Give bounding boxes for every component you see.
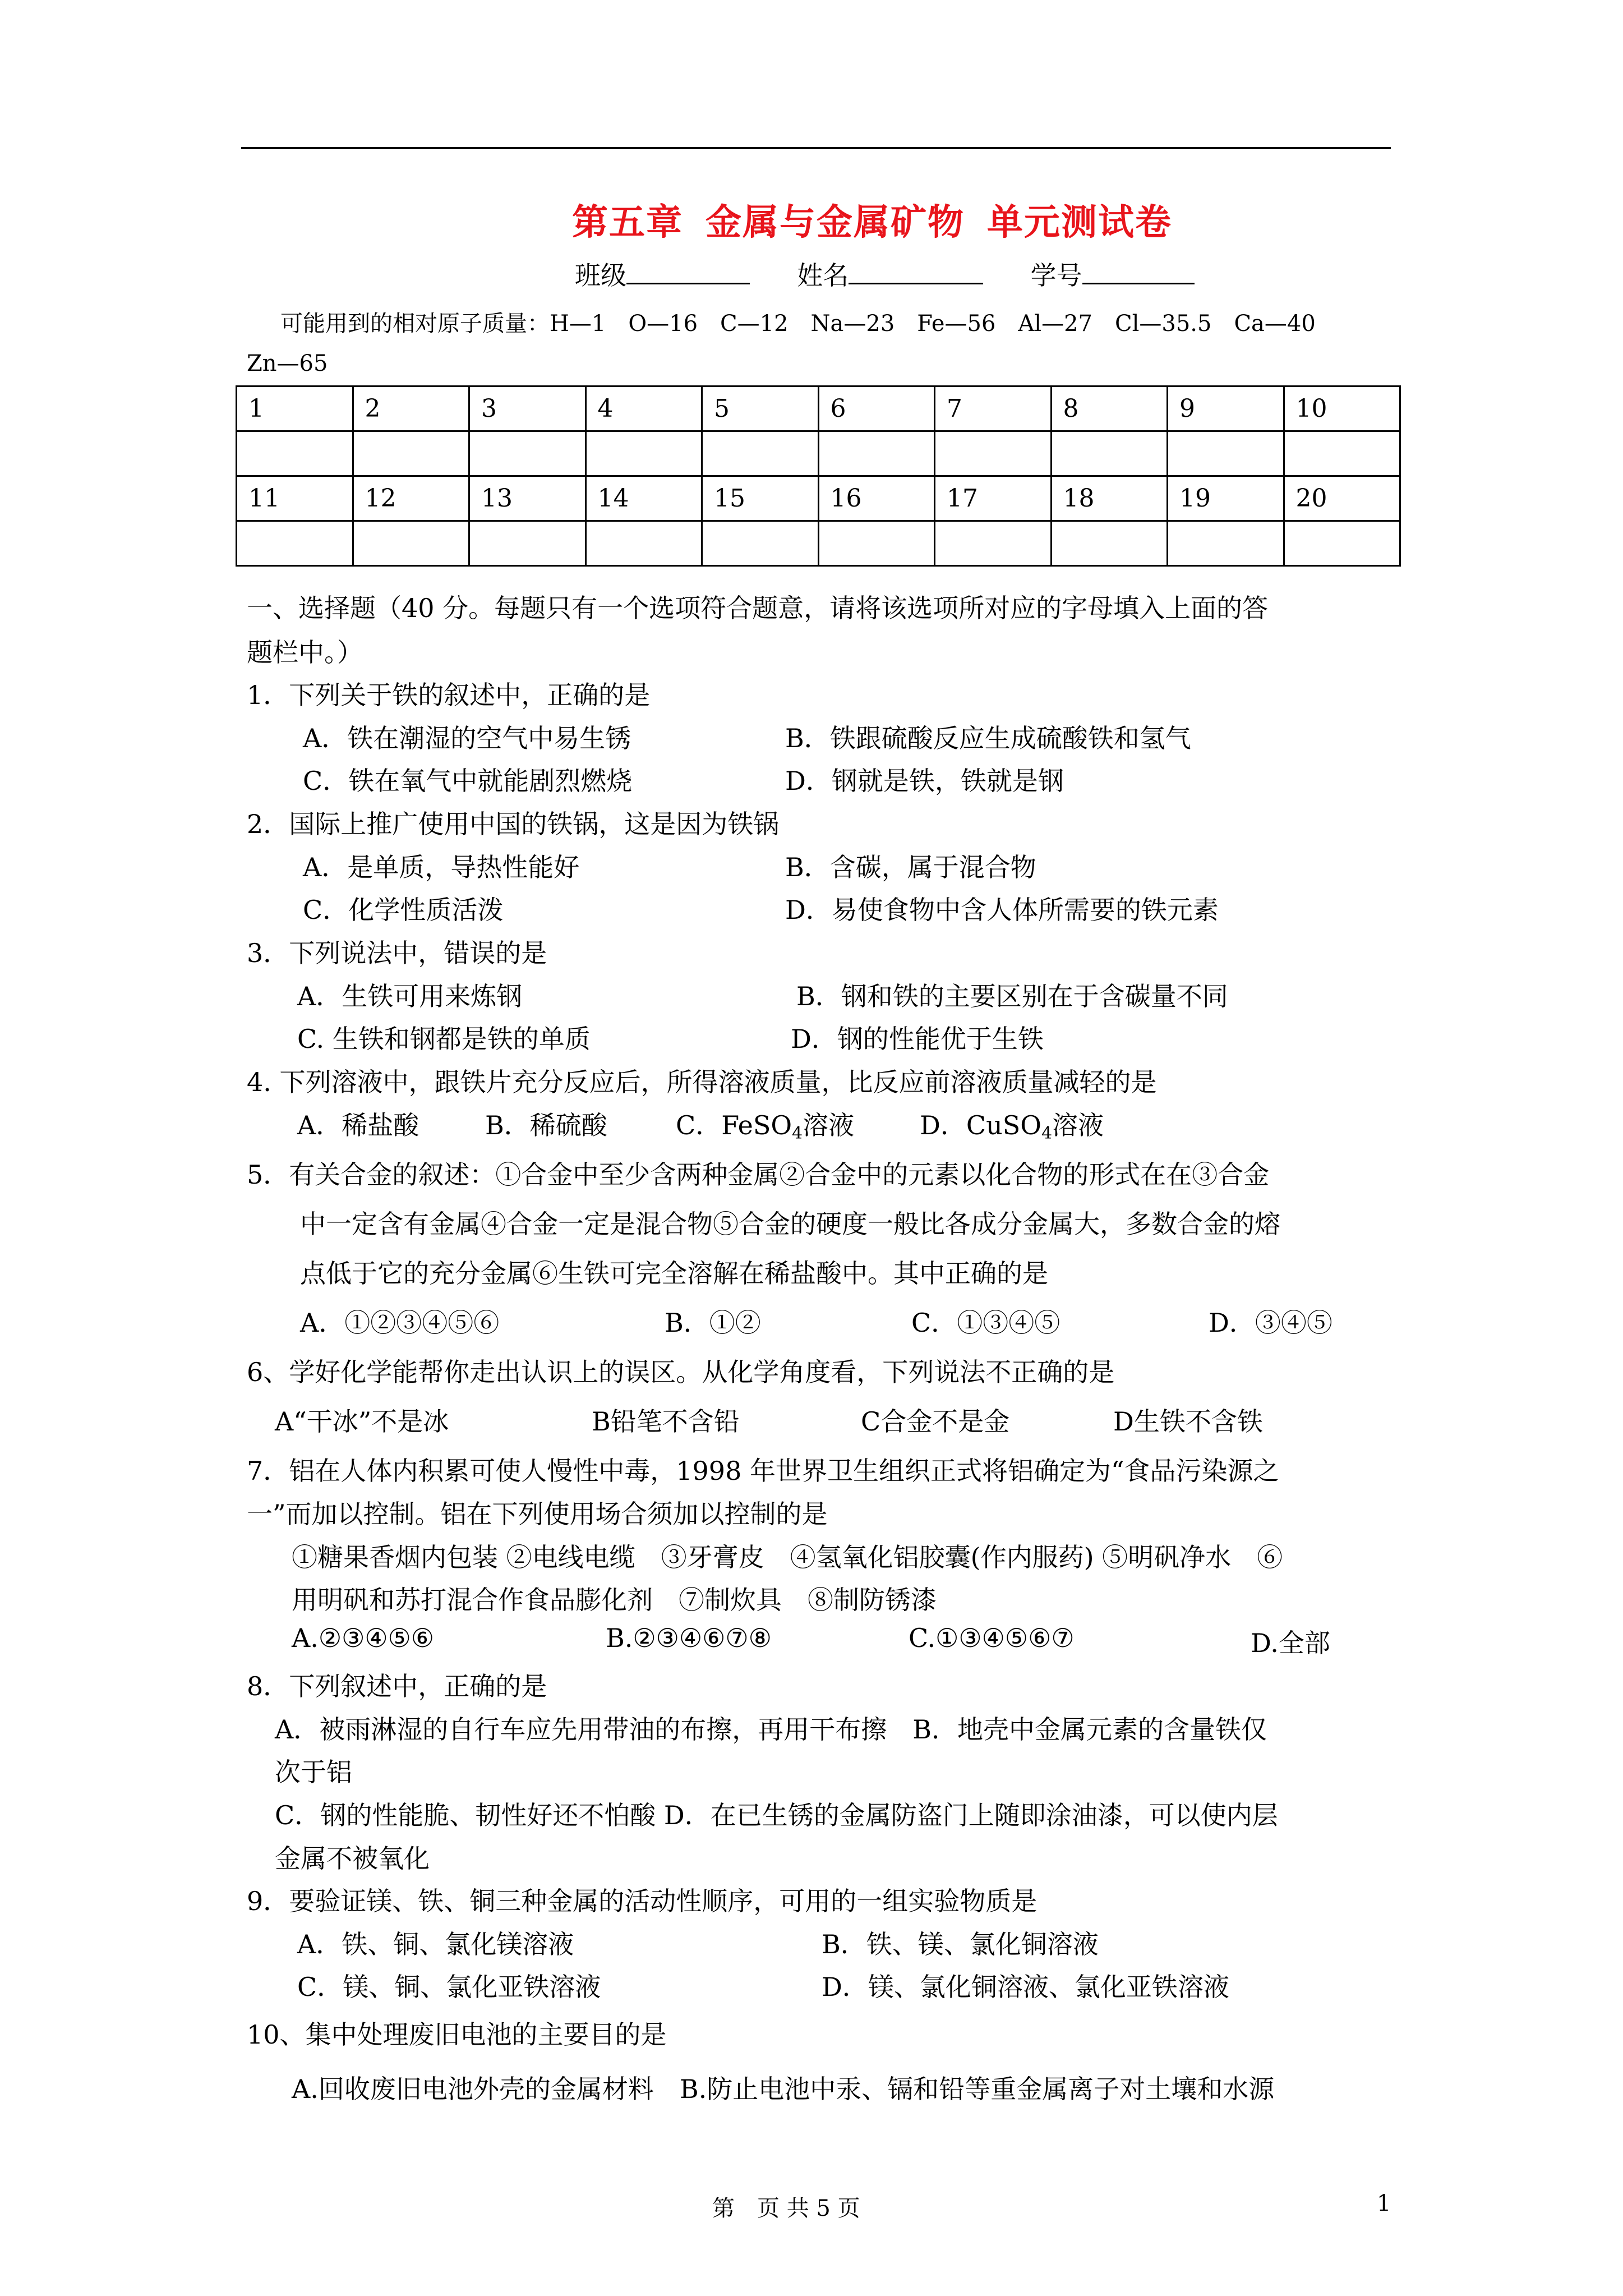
option-b[interactable]: B．铁跟硫酸反应生成硫酸铁和氢气 xyxy=(785,723,1191,753)
option-d[interactable]: D．钢的性能优于生铁 xyxy=(791,1024,1044,1054)
title-chapter: 第五章 xyxy=(572,202,683,243)
answer-cell[interactable] xyxy=(237,431,353,476)
class-label: 班级 xyxy=(575,260,626,291)
page-number: 1 xyxy=(1377,2191,1391,2216)
answer-blank-row xyxy=(237,521,1400,566)
answer-cell[interactable] xyxy=(702,521,819,566)
question-stem: 7．铝在人体内积累可使人慢性中毒，1998 年世界卫生组织正式将铝确定为“食品污染源之 xyxy=(247,1456,1279,1486)
question-stem-cont: 中一定含有金属④合金一定是混合物⑤合金的硬度一般比各成分金属大，多数合金的熔 xyxy=(300,1209,1280,1239)
question-stem-cont: ①糖果香烟内包装 ②电线电缆 ③牙膏皮 ④氢氧化铝胶囊(作内服药) ⑤明矾净水 ⑥ xyxy=(292,1542,1283,1572)
question-stem: 3．下列说法中，错误的是 xyxy=(247,938,547,968)
answer-number-row xyxy=(237,476,1400,521)
answer-cell[interactable] xyxy=(353,521,469,566)
option-c[interactable]: C.①③④⑤⑥⑦ xyxy=(909,1623,1075,1653)
title-topic: 金属与金属矿物 xyxy=(706,202,965,243)
answer-number: 11 xyxy=(237,476,353,521)
option-c[interactable]: C．化学性质活泼 xyxy=(303,895,504,925)
answer-cell[interactable] xyxy=(585,431,702,476)
question-stem-cont: 点低于它的充分金属⑥生铁可完全溶解在稀盐酸中。其中正确的是 xyxy=(300,1258,1048,1289)
answer-cell[interactable] xyxy=(935,521,1052,566)
option-d[interactable]: D．易使食物中含人体所需要的铁元素 xyxy=(785,895,1219,925)
name-label: 姓名 xyxy=(797,260,849,291)
option-a[interactable]: A．稀盐酸 xyxy=(297,1110,419,1140)
id-blank[interactable] xyxy=(1082,261,1195,284)
answer-number: 6 xyxy=(818,386,935,431)
option-cd-line[interactable]: C．钢的性能脆、韧性好还不怕酸 D．在已生锈的金属防盗门上随即涂油漆，可以使内层 xyxy=(275,1800,1278,1830)
option-a[interactable]: A．铁在潮湿的空气中易生锈 xyxy=(303,723,631,753)
option-b[interactable]: B.②③④⑥⑦⑧ xyxy=(606,1623,772,1653)
answer-number: 5 xyxy=(702,386,819,431)
section-instructions-cont: 题栏中。） xyxy=(247,637,363,668)
answer-number: 8 xyxy=(1051,386,1168,431)
page-counter: 第 页 共 5 页 xyxy=(712,2196,860,2221)
class-blank[interactable] xyxy=(626,261,750,284)
answer-number: 4 xyxy=(585,386,702,431)
question-stem: 5．有关合金的叙述：①合金中至少含两种金属②合金中的元素以化合物的形式在在③合金 xyxy=(247,1159,1270,1190)
page-title xyxy=(572,194,1195,245)
option-b[interactable]: B．含碳，属于混合物 xyxy=(785,852,1036,882)
question-stem: 1．下列关于铁的叙述中，正确的是 xyxy=(247,680,651,710)
option-a[interactable]: A．生铁可用来炼钢 xyxy=(297,981,523,1011)
option-d[interactable]: D．CuSO$_4$溶液 xyxy=(920,1110,1104,1143)
answer-number: 10 xyxy=(1284,386,1400,431)
header-rule xyxy=(241,147,1391,149)
option-b[interactable]: B．钢和铁的主要区别在于含碳量不同 xyxy=(796,981,1228,1011)
answer-cell[interactable] xyxy=(585,521,702,566)
answer-number: 12 xyxy=(353,476,469,521)
option-a[interactable]: A．铁、铜、氯化镁溶液 xyxy=(297,1929,574,1959)
option-c[interactable]: C．铁在氧气中就能剧烈燃烧 xyxy=(303,766,633,796)
title-kind: 单元测试卷 xyxy=(987,202,1172,243)
answer-cell[interactable] xyxy=(1051,431,1168,476)
answer-cell[interactable] xyxy=(702,431,819,476)
question-stem: 9．要验证镁、铁、铜三种金属的活动性顺序，可用的一组实验物质是 xyxy=(247,1886,1038,1916)
question-stem: 4. 下列溶液中，跟铁片充分反应后，所得溶液质量，比反应前溶液质量减轻的是 xyxy=(247,1067,1157,1097)
answer-number: 19 xyxy=(1168,476,1284,521)
option-ab-line[interactable]: A．被雨淋湿的自行车应先用带油的布擦，再用干布擦 B．地壳中金属元素的含量铁仅 xyxy=(275,1714,1267,1745)
answer-cell[interactable] xyxy=(469,521,586,566)
answer-cell[interactable] xyxy=(1168,521,1284,566)
answer-cell[interactable] xyxy=(353,431,469,476)
option-b[interactable]: B．铁、镁、氯化铜溶液 xyxy=(822,1929,1099,1959)
answer-cell[interactable] xyxy=(469,431,586,476)
answer-cell[interactable] xyxy=(1168,431,1284,476)
option-b[interactable]: B．稀硫酸 xyxy=(485,1110,607,1140)
answer-cell[interactable] xyxy=(818,431,935,476)
atomic-masses-cont: Zn—65 xyxy=(247,351,328,376)
option-d[interactable]: D.全部 xyxy=(1251,1628,1330,1658)
option-a[interactable]: A．是单质，导热性能好 xyxy=(303,852,580,882)
option-b[interactable]: B．①② xyxy=(665,1308,761,1338)
question-stem-cont: 一”而加以控制。铝在下列使用场合须加以控制的是 xyxy=(247,1499,828,1529)
answer-number: 3 xyxy=(469,386,586,431)
option-a[interactable]: A.②③④⑤⑥ xyxy=(292,1623,435,1653)
question-stem: 2．国际上推广使用中国的铁锅，这是因为铁锅 xyxy=(247,809,780,839)
answer-number-row xyxy=(237,386,1400,431)
option-ab-line[interactable]: A.回收废旧电池外壳的金属材料 B.防止电池中汞、镉和铅等重金属离子对土壤和水源 xyxy=(292,2074,1275,2104)
answer-table xyxy=(236,385,1401,567)
option-a[interactable]: A．①②③④⑤⑥ xyxy=(300,1308,500,1338)
option-c[interactable]: C. 生铁和钢都是铁的单质 xyxy=(297,1024,591,1054)
option-cd-line-cont: 金属不被氧化 xyxy=(275,1843,430,1874)
answer-number: 16 xyxy=(818,476,935,521)
question-stem: 8．下列叙述中，正确的是 xyxy=(247,1671,547,1701)
question-stem: 6、学好化学能帮你走出认识上的误区。从化学角度看，下列说法不正确的是 xyxy=(247,1357,1115,1387)
name-blank[interactable] xyxy=(849,261,983,284)
option-b[interactable]: B铅笔不含铅 xyxy=(592,1406,740,1437)
answer-number: 14 xyxy=(585,476,702,521)
question-stem: 10、集中处理废旧电池的主要目的是 xyxy=(247,2019,667,2050)
option-a[interactable]: A“干冰”不是冰 xyxy=(275,1406,449,1437)
answer-cell[interactable] xyxy=(1051,521,1168,566)
answer-number: 7 xyxy=(935,386,1052,431)
id-label: 学号 xyxy=(1030,260,1082,291)
answer-number: 13 xyxy=(469,476,586,521)
answer-number: 18 xyxy=(1051,476,1168,521)
answer-cell[interactable] xyxy=(818,521,935,566)
option-c[interactable]: C．FeSO$_4$溶液 xyxy=(676,1110,855,1143)
option-d[interactable]: D．钢就是铁，铁就是钢 xyxy=(785,766,1064,796)
answer-number: 17 xyxy=(935,476,1052,521)
question-stem-cont: 用明矾和苏打混合作食品膨化剂 ⑦制炊具 ⑧制防锈漆 xyxy=(292,1585,937,1615)
option-d[interactable]: D．③④⑤ xyxy=(1209,1308,1332,1338)
answer-number: 2 xyxy=(353,386,469,431)
option-d[interactable]: D生铁不含铁 xyxy=(1113,1406,1263,1437)
answer-cell[interactable] xyxy=(1284,521,1400,566)
answer-number: 1 xyxy=(237,386,353,431)
atomic-masses: 可能用到的相对原子质量：H—1 O—16 C—12 Na—23 Fe—56 Al—27 Cl—35.5 Ca—40 xyxy=(280,311,1316,337)
answer-cell[interactable] xyxy=(237,521,353,566)
answer-number: 15 xyxy=(702,476,819,521)
answer-cell[interactable] xyxy=(935,431,1052,476)
option-d[interactable]: D．镁、氯化铜溶液、氯化亚铁溶液 xyxy=(822,1972,1229,2002)
student-info xyxy=(575,255,1195,292)
option-ab-line-cont: 次于铝 xyxy=(275,1757,352,1787)
answer-cell[interactable] xyxy=(1284,431,1400,476)
option-c[interactable]: C．镁、铜、氯化亚铁溶液 xyxy=(297,1972,601,2002)
answer-blank-row xyxy=(237,431,1400,476)
answer-number: 20 xyxy=(1284,476,1400,521)
option-c[interactable]: C．①③④⑤ xyxy=(911,1308,1061,1338)
option-c[interactable]: C合金不是金 xyxy=(861,1406,1010,1437)
answer-number: 9 xyxy=(1168,386,1284,431)
section-instructions: 一、选择题（40 分。每题只有一个选项符合题意，请将该选项所对应的字母填入上面的答 xyxy=(247,593,1269,623)
